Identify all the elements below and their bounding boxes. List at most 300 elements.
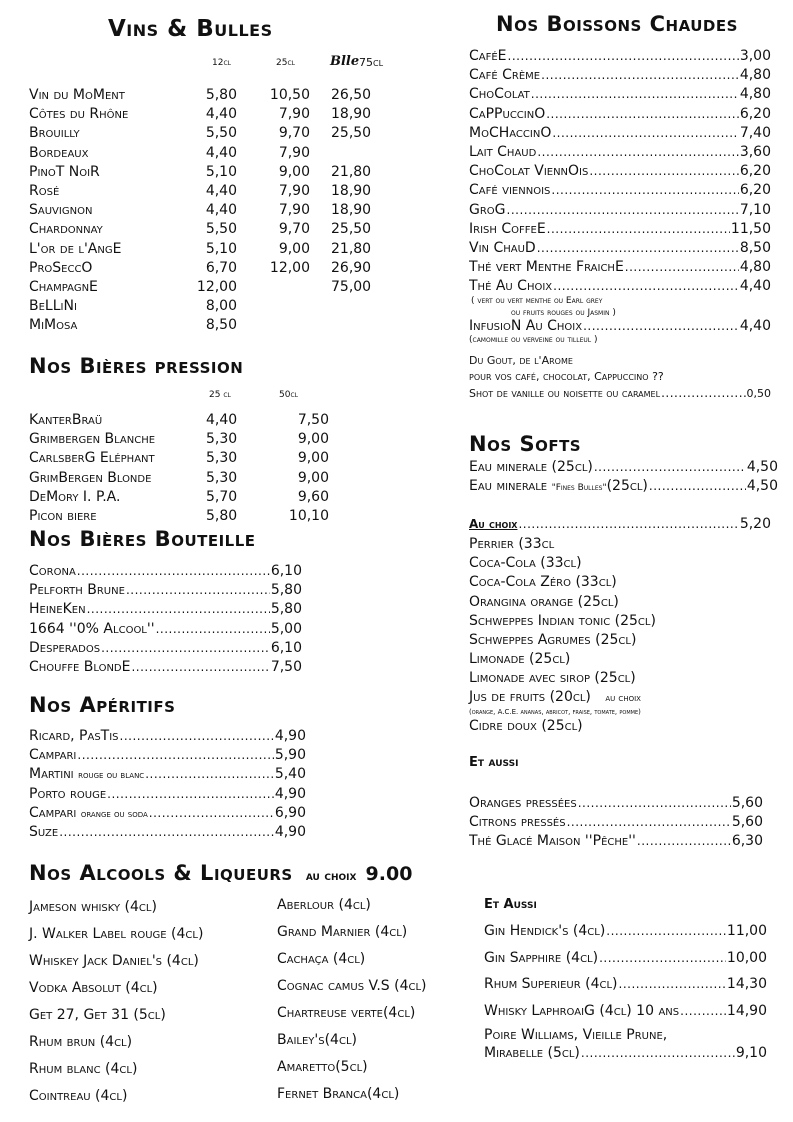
price-50cl: 7,50 (297, 412, 329, 428)
softs-aussi-list (469, 794, 763, 852)
item-detail: orange ou soda (80, 808, 148, 820)
list-item (29, 562, 302, 581)
price-12cl: 8,00 (205, 298, 237, 315)
alcools-title: Nos Alcools & Liqueurs (29, 861, 293, 885)
item-price: 6,20 (739, 182, 771, 199)
price-12cl: 4,40 (205, 144, 237, 161)
list-item: Limonade avec sirop (25cl) (469, 670, 636, 687)
item-name: Café Crème (469, 67, 541, 84)
dot-leader (661, 384, 745, 403)
item-price: 6,90 (274, 804, 306, 821)
list-item (29, 581, 302, 600)
list-item (469, 220, 771, 239)
item-price: 4,90 (274, 823, 306, 840)
dot-leader (625, 258, 739, 277)
price-75cl: 25,50 (331, 125, 372, 142)
item-name: Whisky LaphroaiG (4cl) 10 ans (484, 1002, 680, 1019)
dot-leader (537, 239, 739, 258)
beer-name: KanterBraü (29, 412, 103, 428)
item-name: Thé Au Choix (469, 278, 553, 295)
infusion-note: (camomille ou verveine ou tilleul ) (469, 335, 598, 345)
wine-name: Chardonnay (29, 221, 103, 238)
price-12cl: 5,80 (205, 87, 237, 103)
price-12cl: 5,10 (205, 163, 237, 180)
item-name: Gin Sapphire (4cl) (484, 949, 599, 966)
jus-row (469, 688, 641, 707)
list-item: Get 27, Get 31 (5cl) (29, 1007, 166, 1023)
beer-row (29, 507, 329, 526)
beer-name: Grimbergen Blanche (29, 431, 156, 448)
item-price: 4,90 (274, 728, 306, 744)
poire-row (484, 1044, 767, 1063)
alcools-price: 9.00 (365, 863, 413, 885)
dot-leader (619, 971, 726, 998)
bouteille-list (29, 562, 302, 677)
wine-row (29, 86, 399, 105)
list-item (29, 600, 302, 619)
item-price: 6,20 (739, 163, 771, 180)
price-12cl: 12,00 (196, 278, 237, 295)
alcools-aussi-list (484, 918, 767, 1024)
item-price: 5,90 (274, 747, 306, 764)
the-note-1: ( vert ou vert menthe ou Earl grey (471, 296, 603, 306)
price-25cl: 9,70 (278, 221, 310, 238)
alcools-heading (29, 861, 412, 885)
eau2-b: (25cl) (606, 478, 648, 494)
item-price: 5,40 (274, 766, 306, 783)
price-75cl: 26,50 (331, 87, 372, 103)
list-item: Orangina orange (25cl) (469, 593, 619, 610)
dot-leader (552, 124, 738, 143)
price-50cl: 10,10 (288, 507, 329, 524)
list-item (469, 239, 771, 258)
dot-leader (126, 581, 270, 600)
the-note-2: ou fruits rouges ou Jasmin ) (511, 308, 616, 318)
item-price: 5,80 (270, 582, 302, 599)
list-item: Coca-Cola (33cl) (469, 555, 582, 572)
item-name: Gin Hendick's (4cl) (484, 923, 606, 939)
list-item (29, 746, 306, 765)
item-name: CaféE (469, 48, 507, 64)
list-item (29, 727, 306, 746)
wine-row (29, 297, 399, 316)
item-name: Eau minerale (25cl) (469, 459, 593, 475)
beer-name: CarlsberG Eléphant (29, 450, 155, 467)
list-item (469, 105, 771, 124)
dot-leader (101, 639, 270, 658)
item-name: Rhum Superieur (4cl) (484, 976, 618, 992)
price-75cl: 75,00 (331, 278, 372, 295)
price-50cl: 9,60 (297, 488, 329, 505)
list-item (469, 85, 771, 104)
item-price: 4,80 (739, 67, 771, 84)
item-name: Thé Glacé Maison ''Pêche'' (469, 833, 636, 850)
dot-leader (537, 143, 739, 162)
item-name: ChoColat (469, 86, 530, 103)
item-name: CaPPuccinO (469, 105, 546, 122)
list-item (484, 971, 767, 998)
item-name: MoCHaccinO (469, 124, 552, 141)
beer-row (29, 469, 329, 488)
item-name: Martini rouge ou blanc (29, 766, 145, 783)
price-25cl: 9,70 (278, 125, 310, 142)
item-price: 7,40 (739, 124, 771, 141)
list-item (469, 66, 771, 85)
list-item (484, 945, 767, 972)
item-name: Oranges pressées (469, 795, 577, 811)
item-price: 11,50 (730, 220, 771, 237)
price-25cl: 5,30 (206, 450, 238, 467)
jus-note: (orange, A.C.E. ananas, abricot, fraise, tomate, pomme) (469, 708, 641, 716)
item-price: 5,80 (270, 601, 302, 618)
item-price: 6,30 (731, 833, 763, 850)
item-price: 4,40 (739, 318, 771, 334)
list-item (29, 639, 302, 658)
wine-name: MiMosa (29, 317, 78, 334)
item-price: 7,50 (270, 658, 302, 675)
dot-leader (131, 658, 269, 677)
header-bottle: Blle (330, 54, 360, 69)
item-price: 11,00 (726, 923, 767, 939)
item-price: 5,00 (270, 620, 302, 637)
price-12cl: 8,50 (205, 317, 237, 334)
price-25cl: 7,90 (278, 144, 310, 161)
list-item (469, 181, 771, 200)
header-50cl-pression: 50cl (279, 390, 298, 400)
price-12cl: 4,40 (205, 182, 237, 199)
header-25cl: 25cl (276, 58, 295, 68)
beer-name: Picon biere (29, 507, 97, 524)
wine-name: ChampagnE (29, 278, 98, 295)
price-25cl: 7,90 (278, 182, 310, 199)
item-price: 0,50 (746, 387, 771, 400)
list-item (469, 813, 763, 832)
vins-list (29, 86, 399, 335)
dot-leader (578, 794, 731, 813)
wine-row (29, 144, 399, 163)
pression-title: Nos Bières pression (29, 354, 244, 378)
price-25cl: 5,80 (206, 507, 238, 524)
list-item: Cachaça (4cl) (277, 951, 366, 967)
wine-name: Bordeaux (29, 144, 89, 161)
vins-headers (0, 54, 400, 72)
price-75cl: 18,90 (331, 202, 372, 219)
wine-row (29, 278, 399, 297)
list-item: Schweppes Indian tonic (25cl) (469, 612, 656, 629)
list-item (29, 823, 306, 842)
jus-small: au choix (605, 693, 641, 704)
dot-leader (508, 47, 739, 66)
header-25cl-pression: 25 cl (209, 390, 231, 400)
item-price: 6,20 (739, 105, 771, 122)
item-name: Lait Chaud (469, 143, 537, 160)
item-price: 5,60 (731, 814, 763, 831)
dot-leader (606, 918, 726, 945)
price-12cl: 5,10 (205, 240, 237, 257)
price-75cl: 21,80 (331, 240, 372, 257)
price-75cl: 25,50 (331, 221, 372, 238)
list-item (29, 620, 302, 639)
item-name: Shot de vanille ou noisette ou caramel (469, 387, 661, 400)
dot-leader (581, 1044, 735, 1063)
price-50cl: 9,00 (297, 450, 329, 467)
price-50cl: 9,00 (297, 469, 329, 486)
list-item: Bailey's(4cl) (277, 1032, 357, 1048)
alcools-col2 (277, 892, 477, 1108)
price-12cl: 4,40 (205, 202, 237, 219)
item-price: 4,50 (746, 459, 778, 475)
item-price: 6,10 (270, 639, 302, 656)
price-75cl: 26,90 (331, 259, 372, 276)
cidre-row: Cidre doux (25cl) (469, 718, 583, 734)
item-price: 14,30 (726, 976, 767, 992)
infusion-row (469, 317, 771, 336)
list-item (469, 258, 771, 277)
dot-leader (547, 220, 730, 239)
wine-row (29, 105, 399, 124)
list-item: Whiskey Jack Daniel's (4cl) (29, 953, 199, 969)
wine-name: ProSeccO (29, 259, 93, 276)
dot-leader (599, 945, 726, 972)
item-price: 3,00 (739, 48, 771, 64)
list-item (29, 804, 306, 823)
dot-leader (59, 823, 274, 842)
dot-leader (551, 181, 738, 200)
gout-line-1: Du Gout, de l'Arome (469, 354, 573, 367)
dot-leader (531, 85, 739, 104)
price-12cl: 5,50 (205, 221, 237, 238)
softs-title: Nos Softs (469, 432, 582, 456)
list-item: Cognac camus V.S (4cl) (277, 978, 427, 994)
item-name: Irish CoffeE (469, 220, 546, 237)
item-name: Ricard, PasTis (29, 728, 119, 744)
list-item (469, 124, 771, 143)
price-25cl: 10,50 (269, 87, 310, 103)
price-12cl: 5,50 (205, 125, 237, 142)
au-choix-row (469, 515, 771, 534)
dot-leader (149, 804, 274, 823)
dot-leader (145, 765, 274, 784)
dot-leader (680, 998, 726, 1025)
wine-name: Rosé (29, 182, 60, 199)
beer-row (29, 430, 329, 449)
price-75cl: 18,90 (331, 182, 372, 199)
list-item: Amaretto(5cl) (277, 1059, 368, 1075)
price-25cl: 9,00 (278, 163, 310, 180)
price-25cl: 7,90 (278, 106, 310, 123)
beer-row (29, 411, 329, 430)
list-item: Chartreuse verte(4cl) (277, 1005, 416, 1021)
list-item (484, 918, 767, 945)
item-price: 5,60 (731, 795, 763, 811)
item-name: ChoColat ViennOis (469, 163, 589, 180)
item-price: 3,60 (739, 143, 771, 160)
list-item (469, 277, 771, 296)
wine-name: L'or de l'AngE (29, 240, 122, 257)
item-price: 4,80 (739, 86, 771, 103)
list-item (29, 765, 306, 784)
list-item: Rhum blanc (4cl) (29, 1061, 138, 1077)
jus-name: Jus de fruits (20cl) (469, 689, 591, 705)
item-name: Au choix (469, 517, 518, 531)
list-item: J. Walker Label rouge (4cl) (29, 926, 204, 942)
item-name: 1664 ''0% Alcool'' (29, 620, 155, 637)
item-price: 4,90 (274, 785, 306, 802)
item-detail: rouge ou blanc (78, 770, 145, 782)
item-price: 4,80 (739, 259, 771, 276)
dot-leader (507, 201, 739, 220)
item-name: Campari (29, 747, 77, 764)
item-name: Suze (29, 823, 59, 840)
item-name: Porto rouge (29, 785, 107, 802)
price-12cl: 6,70 (205, 259, 237, 276)
price-75cl: 18,90 (331, 106, 372, 123)
beer-name: GrimBergen Blonde (29, 469, 152, 486)
beer-name: DeMory I. P.A. (29, 488, 121, 505)
aperitifs-title: Nos Apéritifs (29, 693, 176, 717)
eau-row-1 (469, 458, 778, 477)
wine-row (29, 163, 399, 182)
wine-row (29, 201, 399, 220)
alcools-aussi-title: Et Aussi (484, 897, 537, 912)
dot-leader (120, 727, 274, 746)
item-price: 4,40 (739, 278, 771, 295)
dot-leader (589, 162, 738, 181)
item-price: 9,10 (735, 1045, 767, 1061)
list-item: Cointreau (4cl) (29, 1088, 128, 1104)
dot-leader (107, 785, 274, 804)
list-item (469, 794, 763, 813)
item-name: Thé vert Menthe FraichE (469, 259, 624, 276)
price-25cl: 7,90 (278, 202, 310, 219)
header-75cl: 75cl (359, 56, 384, 69)
dot-leader (594, 458, 746, 477)
dot-leader (77, 562, 270, 581)
wine-name: Vin du MoMent (29, 87, 125, 103)
pression-list (29, 411, 329, 526)
dot-leader (637, 832, 731, 851)
list-item (469, 832, 763, 851)
list-item (469, 162, 771, 181)
alcools-col1 (29, 894, 274, 1110)
price-75cl: 21,80 (331, 163, 372, 180)
item-price: 8,50 (739, 239, 771, 256)
list-item (469, 201, 771, 220)
dot-leader (553, 277, 739, 296)
price-25cl: 5,30 (206, 431, 238, 448)
aperitifs-list (29, 727, 306, 842)
beer-row (29, 449, 329, 468)
dot-leader (541, 66, 739, 85)
list-item (484, 998, 767, 1025)
list-item: Coca-Cola Zéro (33cl) (469, 574, 617, 591)
price-25cl: 5,30 (206, 469, 238, 486)
dot-leader (156, 620, 270, 639)
wine-row (29, 240, 399, 259)
price-12cl: 4,40 (205, 106, 237, 123)
list-item: Limonade (25cl) (469, 651, 571, 668)
beer-row (29, 488, 329, 507)
wine-row (29, 316, 399, 335)
list-item (29, 785, 306, 804)
item-name: GroG (469, 201, 506, 218)
item-name: Citrons pressés (469, 814, 566, 831)
wine-name: BeLLiNi (29, 298, 77, 315)
eau-row-2 (469, 477, 778, 496)
dot-leader (546, 105, 739, 124)
wine-row (29, 124, 399, 143)
price-25cl: 5,70 (206, 488, 238, 505)
dot-leader (518, 515, 738, 534)
item-price: 10,00 (726, 949, 767, 966)
list-item (469, 47, 771, 66)
list-item (29, 658, 302, 677)
softs-aussi-title: Et aussi (469, 755, 519, 770)
wine-name: Brouilly (29, 125, 80, 142)
price-25cl: 12,00 (269, 259, 310, 276)
softs-list (469, 535, 769, 689)
header-12cl: 12cl (212, 58, 231, 68)
price-25cl: 4,40 (206, 412, 238, 428)
list-item: Grand Marnier (4cl) (277, 924, 408, 940)
vins-title: Vins & Bulles (108, 16, 273, 42)
eau2-small: "Fines Bulles" (551, 483, 607, 493)
list-item: Aberlour (4cl) (277, 897, 371, 913)
dot-leader (87, 600, 270, 619)
item-name (469, 477, 648, 496)
item-name: Corona (29, 563, 76, 579)
poire-line1: Poire Williams, Vieille Prune, (484, 1027, 668, 1043)
item-price: 4,50 (746, 478, 778, 494)
bouteille-title: Nos Bières Bouteille (29, 527, 256, 551)
wine-row (29, 259, 399, 278)
item-name: Mirabelle (5cl) (484, 1045, 580, 1061)
item-name: Campari orange ou soda (29, 804, 148, 821)
item-price: 6,10 (270, 563, 302, 579)
item-price: 14,90 (726, 1002, 767, 1019)
dot-leader (583, 317, 739, 336)
wine-name: Sauvignon (29, 202, 93, 219)
wine-name: PinoT NoiR (29, 163, 100, 180)
dot-leader (77, 746, 273, 765)
item-name: Chouffe BlondE (29, 658, 131, 675)
eau2-a: Eau minerale (469, 478, 552, 494)
dot-leader (649, 477, 746, 496)
list-item: Rhum brun (4cl) (29, 1034, 133, 1050)
list-item: Schweppes Agrumes (25cl) (469, 631, 637, 648)
item-price: 5,20 (739, 516, 771, 532)
alcools-subtitle: au choix (305, 869, 357, 884)
list-item: Fernet Branca(4cl) (277, 1086, 400, 1102)
item-name: HeineKen (29, 601, 86, 618)
list-item (469, 143, 771, 162)
price-25cl: 9,00 (278, 240, 310, 257)
item-name: Desperados (29, 639, 101, 656)
item-name: Café viennois (469, 182, 551, 199)
wine-row (29, 182, 399, 201)
wine-name: Côtes du Rhône (29, 106, 129, 123)
item-name: Pelforth Brune (29, 582, 125, 599)
list-item: Jameson whisky (4cl) (29, 899, 157, 915)
list-item: Vodka Absolut (4cl) (29, 980, 158, 996)
wine-row (29, 220, 399, 239)
price-50cl: 9,00 (297, 431, 329, 448)
item-name: InfusioN Au Choix (469, 318, 583, 334)
item-name: Vin ChauD (469, 239, 536, 256)
chaudes-title: Nos Boissons Chaudes (496, 12, 738, 36)
gout-line-2: pour vos café, chocolat, Cappuccino ?? (469, 370, 664, 383)
chaudes-list (469, 47, 771, 296)
